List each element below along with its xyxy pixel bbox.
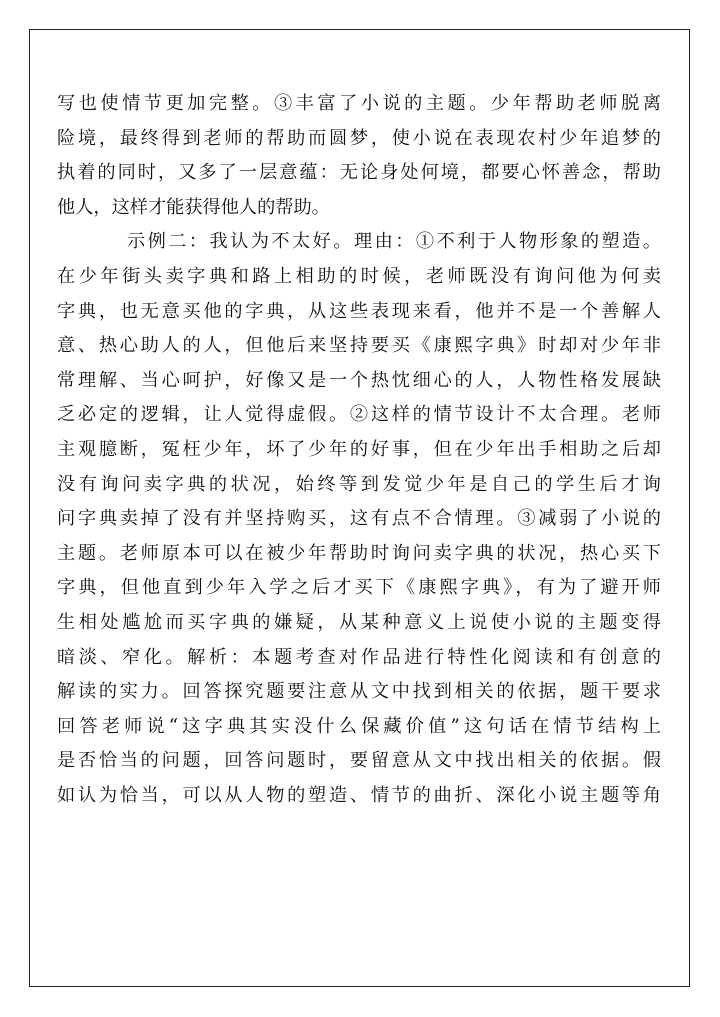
text-line: 字典，但他直到少年入学之后才买下《康熙字典》，有为了避开师 [57,577,661,599]
text-line: 险境，最终得到老师的帮助而圆梦，使小说在表现农村少年追梦的 [57,127,661,149]
text-line: 生相处尴尬而买字典的嫌疑，从某种意义上说使小说的主题变得 [57,611,661,633]
text-line: 乏必定的逻辑，让人觉得虚假。②这样的情节设计不太合理。老师 [57,404,661,426]
text-line: 主题。老师原本可以在被少年帮助时询问卖字典的状况，热心买下 [57,542,661,564]
text-line: 在少年街头卖字典和路上相助的时候，老师既没有询问他为何卖 [57,265,661,287]
text-line: 意、热心助人的人，但他后来坚持要买《康熙字典》时却对少年非 [57,335,661,357]
text-line-paragraph-start: 示例二：我认为不太好。理由：①不利于人物形象的塑造。 [127,231,661,253]
text-line: 问字典卖掉了没有并坚持购买，这有点不合情理。③减弱了小说的 [57,508,661,530]
text-line: 解读的实力。回答探究题要注意从文中找到相关的依据，题干要求 [57,681,661,703]
text-line: 没有询问卖字典的状况，始终等到发觉少年是自己的学生后才询 [57,473,661,495]
text-line: 回答老师说“这字典其实没什么保藏价值”这句话在情节结构上 [57,715,661,737]
text-line: 暗淡、窄化。解析：本题考查对作品进行特性化阅读和有创意的 [57,646,661,668]
body-text [57,87,661,813]
text-line: 如认为恰当，可以从人物的塑造、情节的曲折、深化小说主题等角 [57,784,661,806]
text-line: 字典，也无意买他的字典，从这些表现来看，他并不是一个善解人 [57,300,661,322]
text-line: 常理解、当心呵护，好像又是一个热忱细心的人，人物性格发展缺 [57,369,661,391]
text-line: 执着的同时，又多了一层意蕴：无论身处何境，都要心怀善念，帮助 [57,162,661,184]
text-line: 他人，这样才能获得他人的帮助。 [57,196,330,218]
text-line: 是否恰当的问题，回答问题时，要留意从文中找出相关的依据。假 [57,750,661,772]
text-line: 主观臆断，冤枉少年，坏了少年的好事，但在少年出手相助之后却 [57,438,661,460]
text-line: 写也使情节更加完整。③丰富了小说的主题。少年帮助老师脱离 [57,93,661,114]
